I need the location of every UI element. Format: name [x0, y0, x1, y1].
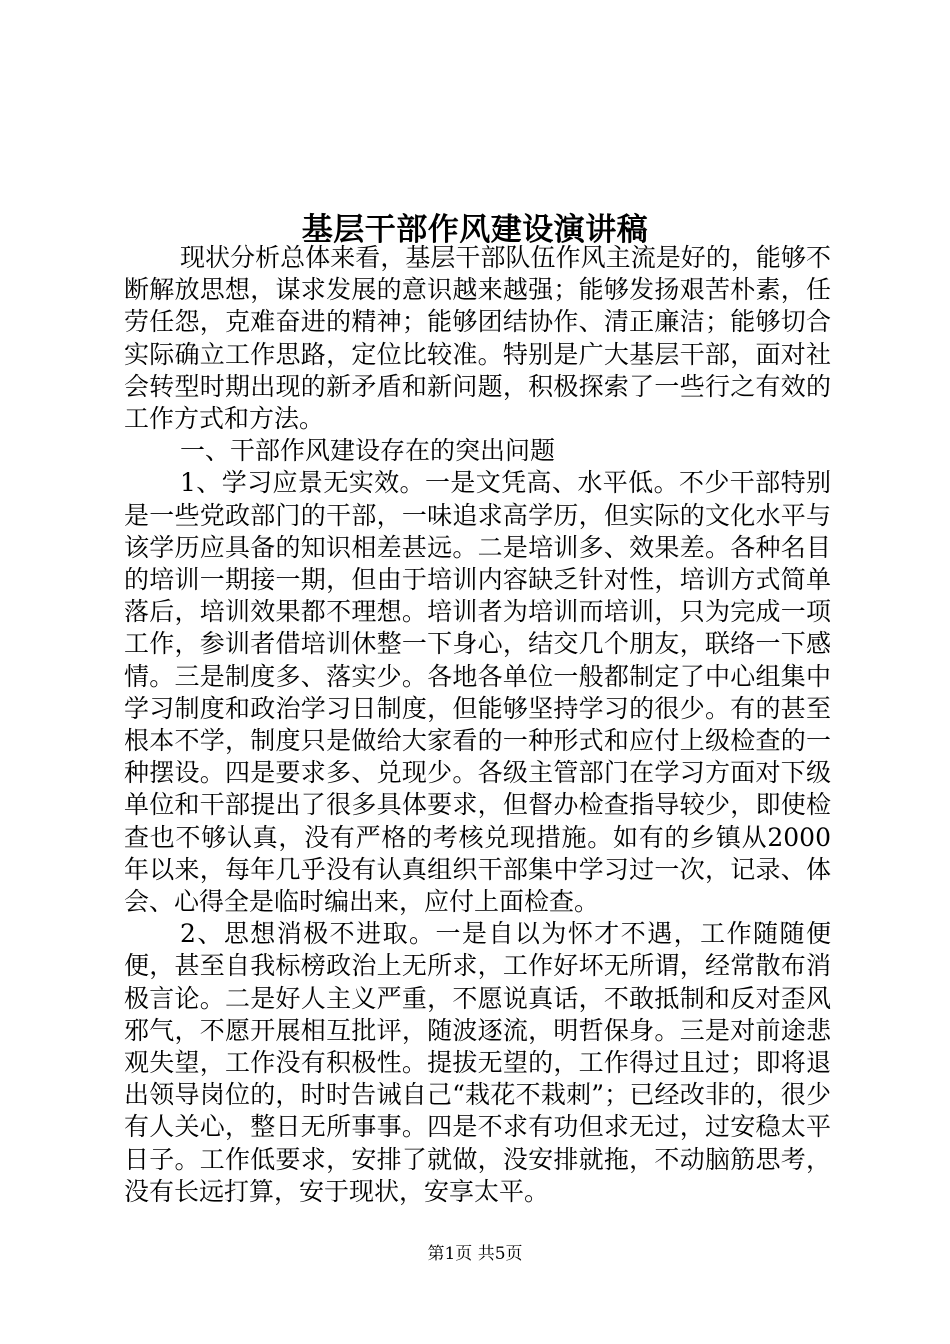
section-heading: 一、干部作风建设存在的突出问题: [180, 436, 556, 466]
page-number-footer: 第1页 共5页: [427, 1244, 523, 1264]
paragraph-overview: 现状分析总体来看，基层干部队伍作风主流是好的，能够不断解放思想，谋求发展的意识越来越强；能够发扬艰苦朴素，任劳任怨，克难奋进的精神；能够团结协作、清正廉洁；能够切合实际确立工作思路，定位比较准。特别是广大基层干部，面对社会转型时期出现的新矛盾和新问题，积极探索了一些行之有效的工作方式和方法。: [124, 243, 831, 434]
document-title: 基层干部作风建设演讲稿: [301, 211, 649, 248]
paragraph-learning: 1、学习应景无实效。一是文凭高、水平低。不少干部特别是一些党政部门的干部，一味追求高学历，但实际的文化水平与该学历应具备的知识相差甚远。二是培训多、效果差。各种名目的培训一期接一期，但由于培训内容缺乏针对性，培训方式简单落后，培训效果都不理想。培训者为培训而培训，只为完成一项工作，参训者借培训休整一下身心，结交几个朋友，联络一下感情。三是制度多、落实少。各地各单位一般都制定了中心组集中学习制度和政治学习日制度，但能够坚持学习的很少。有的甚至根本不学，制度只是做给大家看的一种形式和应付上级检查的一种摆设。四是要求多、兑现少。各级主管部门在学习方面对下级单位和干部提出了很多具体要求，但督办检查指导较少，即使检查也不够认真，没有严格的考核兑现措施。如有的乡镇从2000年以来，每年几乎没有认真组织干部集中学习过一次，记录、体会、心得全是临时编出来，应付上面检查。: [124, 468, 831, 917]
document-body: [124, 242, 831, 1208]
paragraph-thinking: 2、思想消极不进取。一是自以为怀才不遇，工作随随便便，甚至自我标榜政治上无所求，工作好坏无所谓，经常散布消极言论。二是好人主义严重，不愿说真话，不敢抵制和反对歪风邪气，不愿开展相互批评，随波逐流，明哲保身。三是对前途悲观失望，工作没有积极性。提拔无望的，工作得过且过；即将退出领导岗位的，时时告诫自己“栽花不栽刺”；已经改非的，很少有人关心，整日无所事事。四是不求有功但求无过，过安稳太平日子。工作低要求，安排了就做，没安排就拖，不动脑筋思考，没有长远打算，安于现状，安享太平。: [124, 919, 831, 1206]
